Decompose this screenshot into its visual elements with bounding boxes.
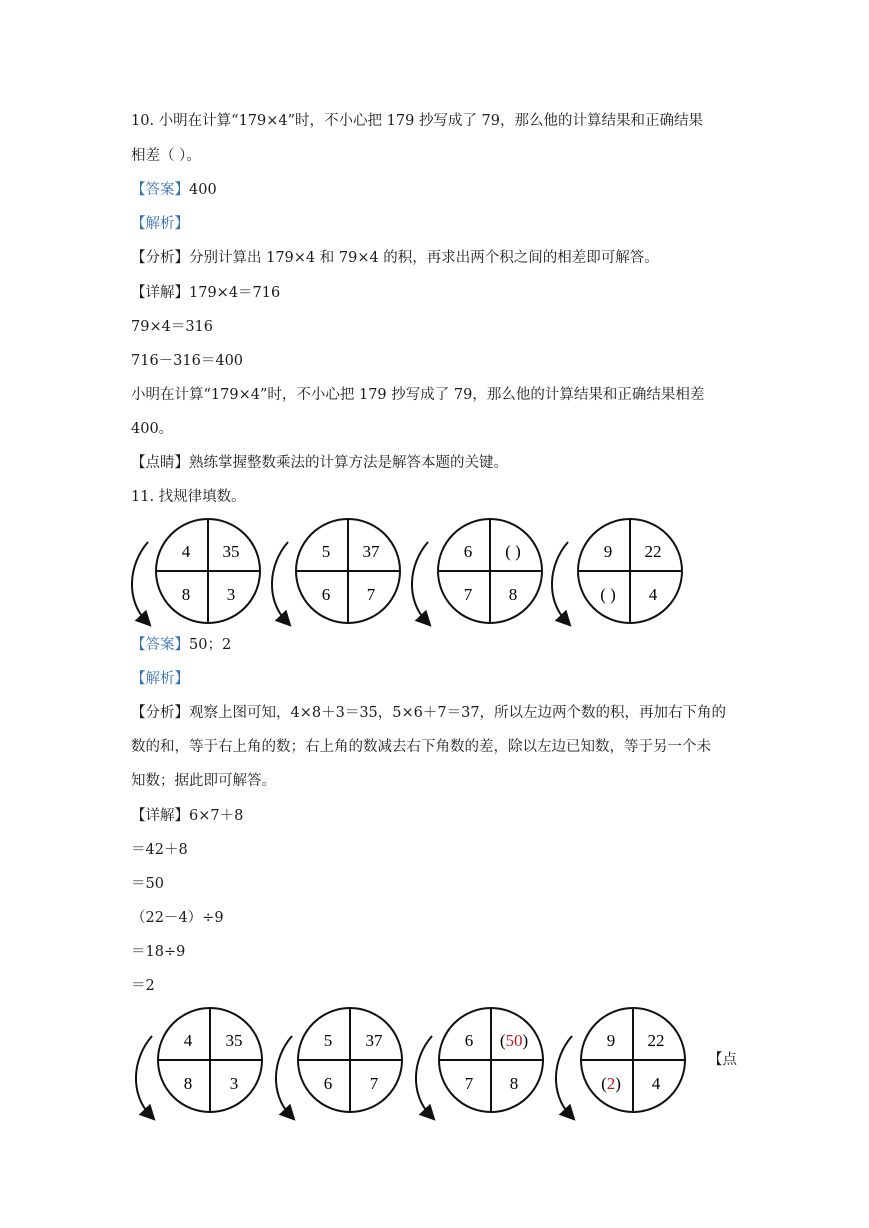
cell-bottom-right: 8 [509, 1074, 519, 1093]
q10-dianjing: 【点睛】熟练掌握整数乘法的计算方法是解答本题的关键。 [131, 455, 508, 471]
rotation-arrow-icon [556, 1036, 572, 1115]
answer-tag: 【答案】 [131, 637, 189, 653]
q11-analysis-tag: 【解析】 [131, 671, 189, 687]
q11-detail-5: ＝18÷9 [131, 944, 186, 960]
rotation-arrow-icon [552, 542, 568, 621]
cell-bottom-right: 3 [226, 585, 236, 604]
q11-detail-3: ＝50 [131, 876, 164, 892]
q10-detail-1: 【详解】179×4＝716 [131, 285, 281, 301]
rotation-arrow-icon [416, 1036, 432, 1115]
cell-top-right: 22 [644, 542, 662, 561]
cell-top-left: 9 [606, 1031, 616, 1050]
q10-detail-4: 小明在计算“179×4”时，不小心把 179 抄写成了 79，那么他的计算结果和正确结果相差 [131, 387, 705, 403]
solved-circle-1 [136, 1008, 262, 1115]
cell-top-left: 4 [183, 1031, 193, 1050]
answer-tag: 【答案】 [131, 182, 189, 198]
rotation-arrow-icon [276, 1036, 292, 1115]
cell-bottom-right: 7 [366, 585, 376, 604]
cell-top-left: 9 [603, 542, 613, 561]
q10-answer [131, 180, 217, 200]
cell-top-right: 35 [225, 1031, 243, 1050]
q10-analysis-tag: 【解析】 [131, 216, 189, 232]
q10-fenxi: 【分析】分别计算出 179×4 和 79×4 的积，再求出两个积之间的相差即可解答。 [131, 250, 659, 266]
cell-bottom-left: 6 [321, 585, 331, 604]
q11-fenxi-3: 知数；据此即可解答。 [131, 773, 276, 789]
cell-bottom-left: 8 [183, 1074, 193, 1093]
q10-answer-value: 400 [189, 182, 217, 198]
q11-answer [131, 635, 231, 655]
cell-bottom-right: 4 [648, 585, 658, 604]
answer-50: 50 [505, 1031, 523, 1050]
solved-circle-3 [416, 1008, 543, 1115]
q10-question-line1: 10. 小明在计算“179×4”时，不小心把 179 抄写成了 79，那么他的计算结果和正确结果 [131, 113, 703, 129]
q11-detail-4: （22－4）÷9 [131, 910, 224, 926]
cell-top-left: 6 [464, 1031, 474, 1050]
answer-2: 2 [606, 1074, 616, 1093]
cell-top-right: 37 [365, 1031, 383, 1050]
puzzle-circle-2 [272, 519, 400, 623]
q11-detail-6: ＝2 [131, 978, 155, 994]
cell-top-right: 22 [647, 1031, 665, 1050]
cell-top-left: 5 [323, 1031, 333, 1050]
cell-top-right: 37 [362, 542, 380, 561]
rotation-arrow-icon [136, 1036, 152, 1115]
q11-detail-1: 【详解】6×7＋8 [131, 808, 244, 824]
rotation-arrow-icon [132, 542, 148, 621]
rotation-arrow-icon [412, 542, 428, 621]
trailing-text: 【点 [708, 1052, 737, 1068]
q11-answer-value: 50；2 [189, 637, 232, 653]
q11-detail-2: ＝42＋8 [131, 842, 188, 858]
cell-top-left: 6 [463, 542, 473, 561]
solved-circle-2 [276, 1008, 402, 1115]
cell-bottom-left: 8 [181, 585, 191, 604]
solved-circle-4 [556, 1008, 685, 1115]
cell-bottom-right: 7 [369, 1074, 379, 1093]
puzzle-circle-1 [132, 519, 260, 623]
puzzle-circle-4 [552, 519, 682, 623]
cell-top-right-blank: ( ) [505, 542, 521, 561]
cell-top-right: 35 [222, 542, 240, 561]
puzzle-circle-3 [412, 519, 542, 623]
q10-detail-3: 716－316＝400 [131, 353, 244, 369]
cell-top-left: 5 [321, 542, 331, 561]
circles-figure-bottom [0, 1002, 869, 1142]
q11-fenxi-1: 【分析】观察上图可知，4×8＋3＝35，5×6＋7＝37，所以左边两个数的积，再加右下角的 [131, 705, 727, 721]
cell-bottom-left: 7 [463, 585, 473, 604]
q11-question: 11. 找规律填数。 [131, 489, 246, 505]
cell-bottom-right: 3 [229, 1074, 239, 1093]
cell-bottom-left: 7 [464, 1074, 474, 1093]
cell-bottom-left-filled: (2) [601, 1074, 621, 1093]
q10-detail-2: 79×4＝316 [131, 319, 214, 335]
q11-fenxi-2: 数的和，等于右上角的数；右上角的数减去右下角数的差，除以左边已知数，等于另一个未 [131, 739, 711, 755]
cell-bottom-left-blank: ( ) [600, 585, 616, 604]
rotation-arrow-icon [272, 542, 288, 621]
q10-detail-5: 400。 [131, 421, 174, 437]
cell-bottom-right: 4 [651, 1074, 661, 1093]
cell-top-left: 4 [181, 542, 191, 561]
cell-top-right-filled: (50) [499, 1031, 529, 1050]
q10-question-line2: 相差（ ）。 [131, 148, 201, 164]
cell-bottom-left: 6 [323, 1074, 333, 1093]
cell-bottom-right: 8 [508, 585, 518, 604]
